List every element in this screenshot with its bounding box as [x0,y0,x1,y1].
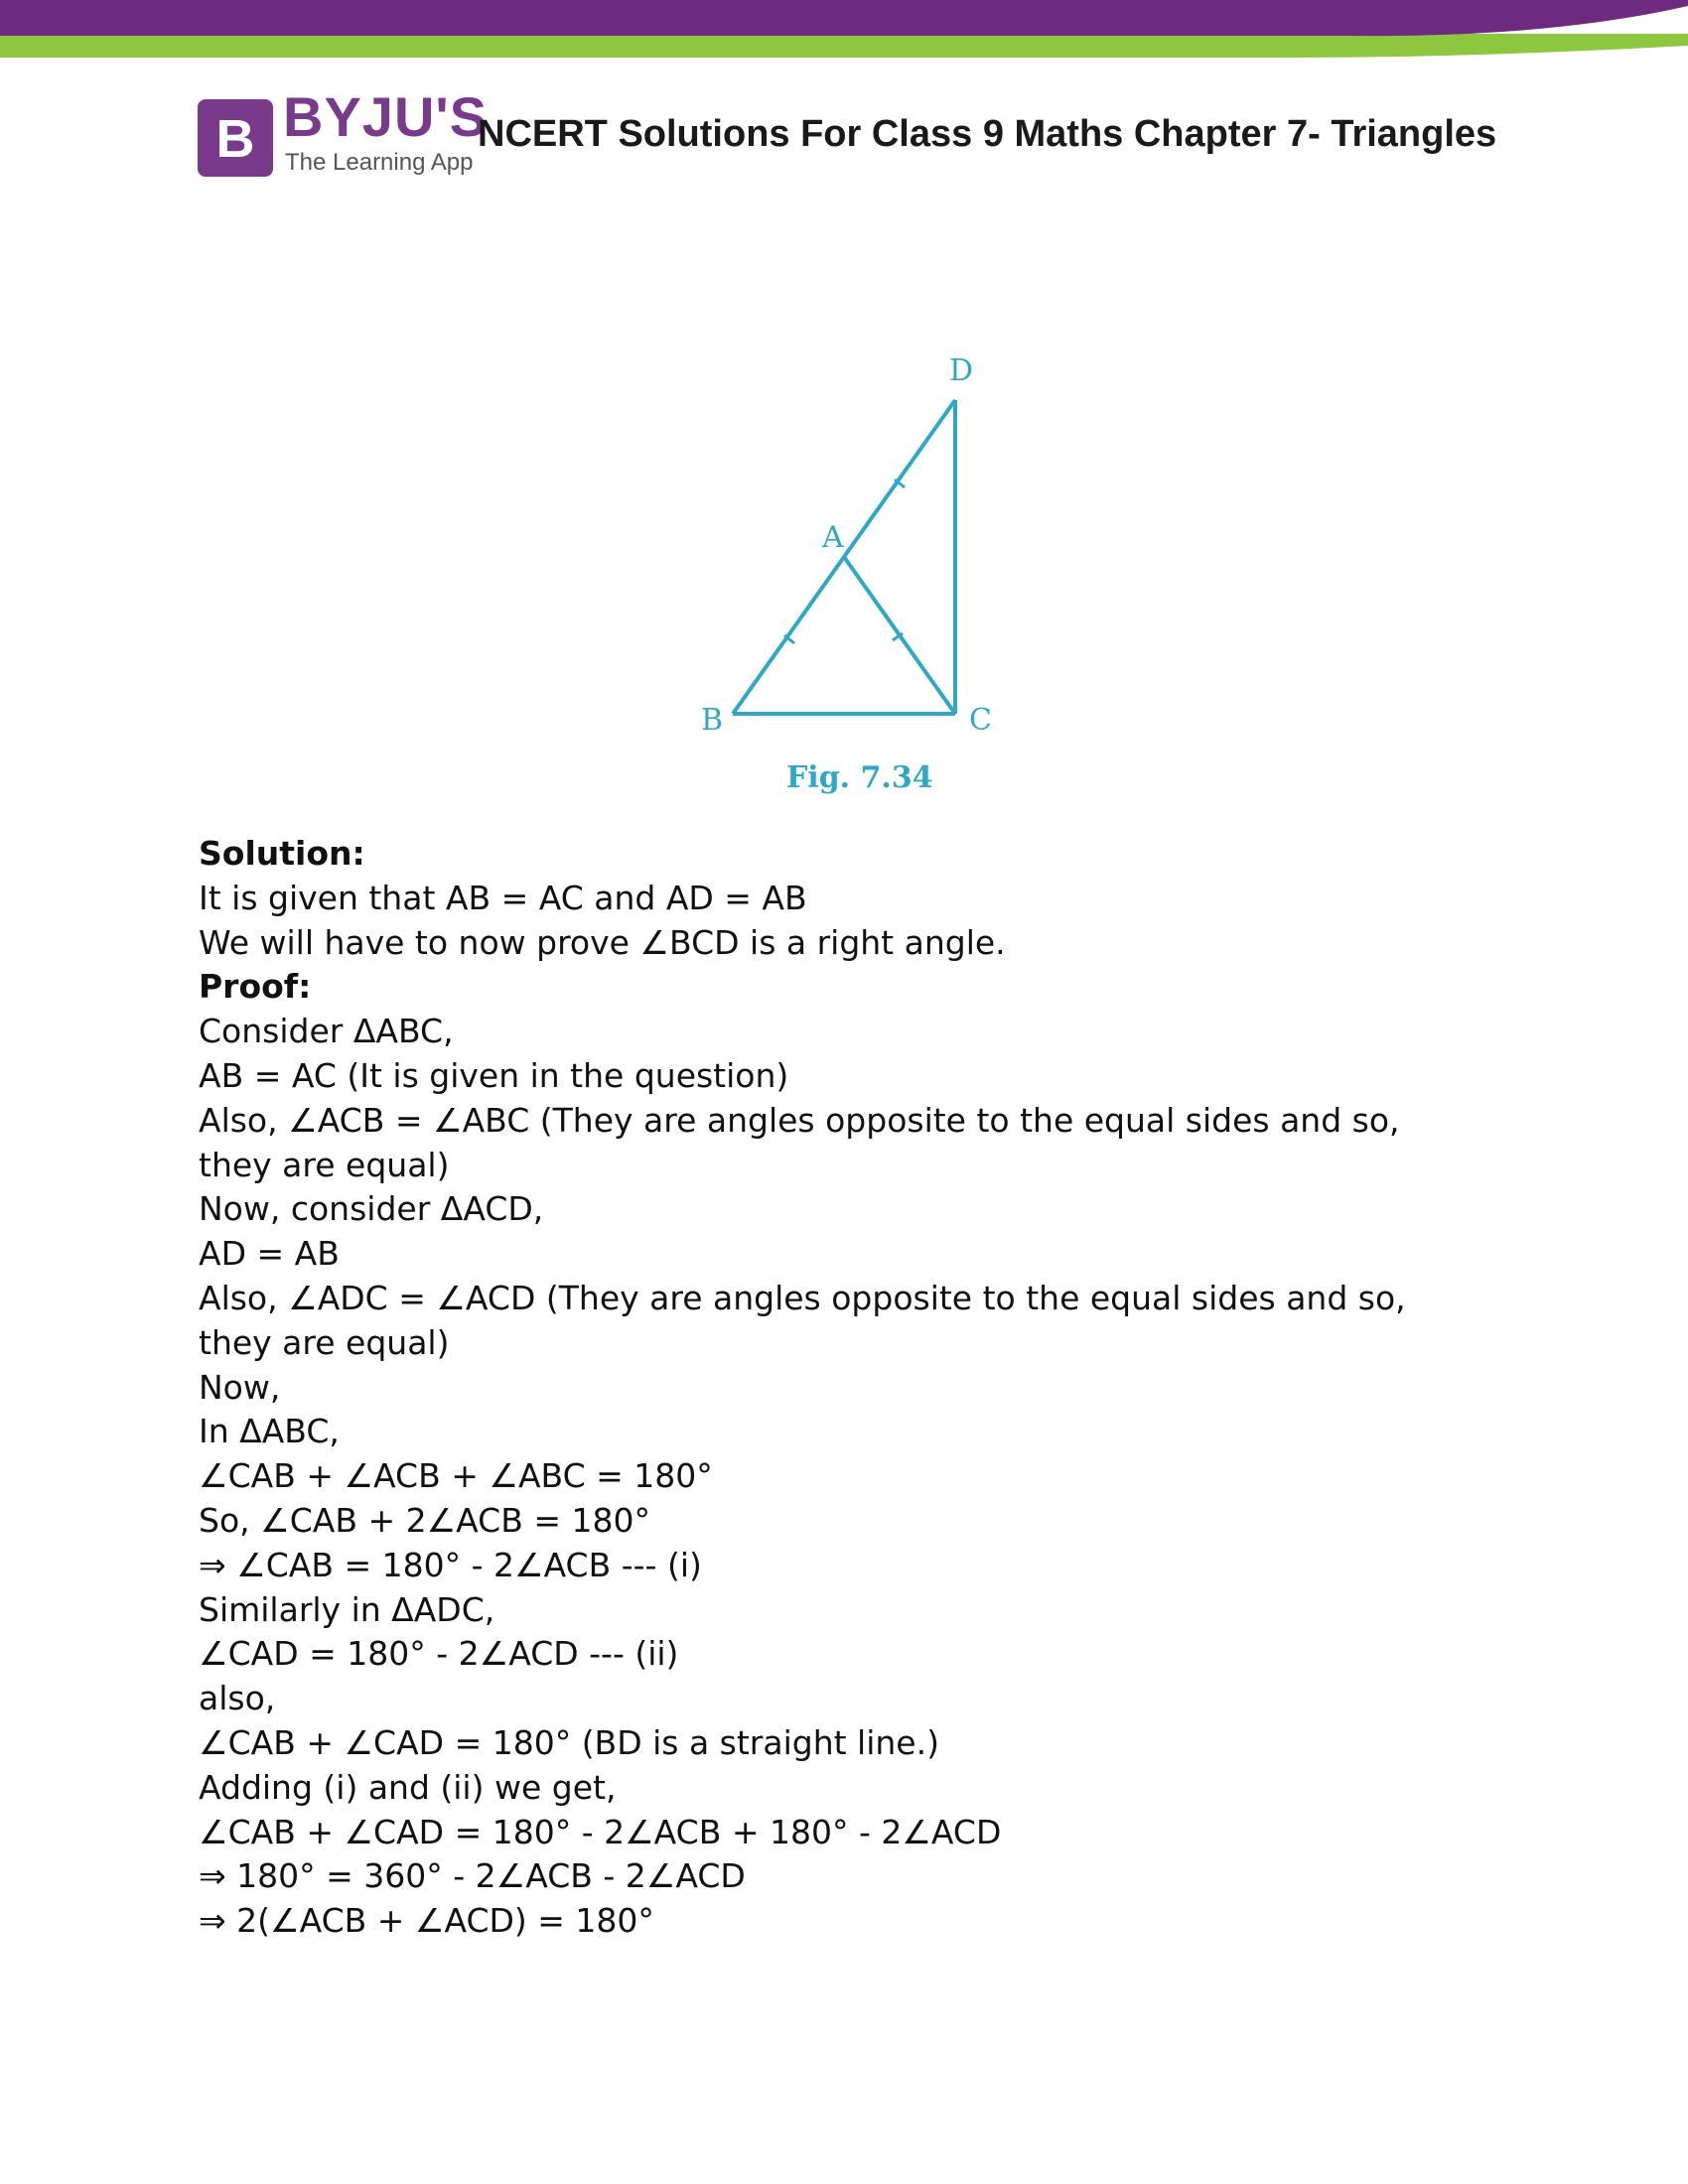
logo-letter: B [215,109,255,169]
solution-line: We will have to now prove ∠BCD is a right angle. [199,922,1006,962]
proof-line: ∠CAB + ∠CAD = 180° (BD is a straight line.) [199,1722,939,1762]
figure-caption: Fig. 7.34 [786,760,933,795]
solution-heading: Solution: [199,834,365,873]
proof-line: Adding (i) and (ii) we get, [199,1767,617,1807]
proof-line: also, [199,1679,276,1718]
page-title: NCERT Solutions For Class 9 Maths Chapter 7- Triangles [478,113,1497,155]
proof-line: Consider ΔABC, [199,1012,454,1051]
proof-line: ∠CAB + ∠ACB + ∠ABC = 180° [199,1456,713,1496]
proof-line: So, ∠CAB + 2∠ACB = 180° [199,1500,650,1540]
proof-line: ∠CAB + ∠CAD = 180° - 2∠ACB + 180° - 2∠ACD [199,1812,1002,1851]
banner-purple-stripe [0,0,1688,36]
vertex-label-b: B [701,703,724,738]
page-header [198,85,1568,185]
proof-line: they are equal) [199,1145,450,1184]
proof-line: In ΔABC, [199,1412,340,1451]
brand-name: BYJU'S [283,85,489,148]
top-banner [0,0,1688,69]
proof-heading: Proof: [199,967,312,1007]
proof-line: Now, [199,1367,281,1407]
proof-line: AD = AB [199,1234,340,1274]
solution-line: It is given that AB = AC and AD = AB [199,878,807,917]
proof-line: ∠CAD = 180° - 2∠ACD --- (ii) [199,1634,679,1674]
proof-line: Now, consider ΔACD, [199,1189,544,1229]
proof-line: ⇒ 180° = 360° - 2∠ACB - 2∠ACD [199,1856,746,1896]
solution-content [199,832,1509,1944]
vertex-label-c: C [969,703,992,738]
proof-line: Also, ∠ACB = ∠ABC (They are angles opposite to the equal sides and so, [199,1100,1400,1140]
triangle-figure [685,352,1023,809]
proof-line: ⇒ ∠CAB = 180° - 2∠ACB --- (i) [199,1545,702,1584]
vertex-label-d: D [949,353,974,388]
byjus-logo-icon [198,99,273,177]
figure-svg [685,352,1023,809]
proof-line: Also, ∠ADC = ∠ACD (They are angles opposite to the equal sides and so, [199,1278,1406,1317]
brand-tagline: The Learning App [285,149,474,176]
proof-line: they are equal) [199,1322,450,1362]
banner-green-stripe [0,34,1688,58]
proof-line: AB = AC (It is given in the question) [199,1055,789,1095]
proof-line: ⇒ 2(∠ACB + ∠ACD) = 180° [199,1901,654,1941]
proof-line: Similarly in ΔADC, [199,1589,495,1629]
vertex-label-a: A [822,520,844,555]
